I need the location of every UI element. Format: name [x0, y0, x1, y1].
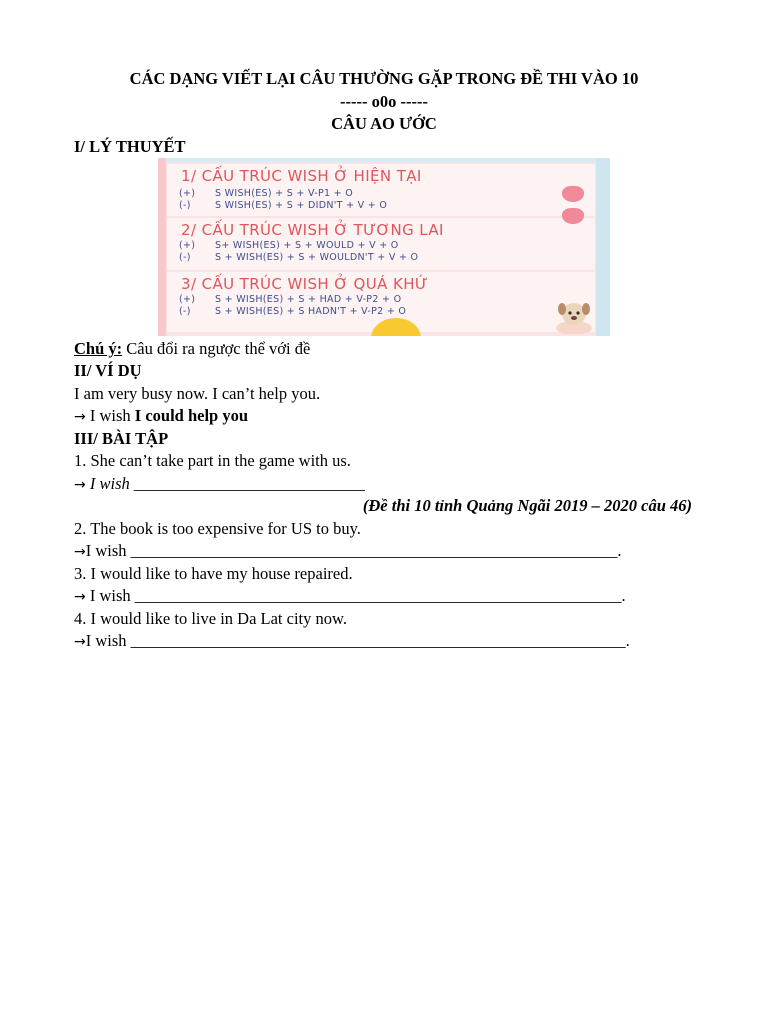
exercise-question: 3. I would like to have my house repaired.: [74, 564, 353, 583]
answer-end: .: [617, 541, 622, 560]
infographic-top-stripe: [158, 158, 610, 162]
document-title: CÁC DẠNG VIẾT LẠI CÂU THƯỜNG GẶP TRONG ĐỀ THI VÀO 10: [129, 69, 639, 88]
example-sentence: I am very busy now. I can’t help you.: [74, 384, 321, 403]
wish-past-negative: [179, 306, 406, 317]
wish-past-title: 3/ CẤU TRÚC WISH Ở QUÁ KHỨ: [181, 275, 429, 293]
negative-sign: (-): [179, 306, 191, 317]
theory-heading: I/ LÝ THUYẾT: [74, 137, 186, 156]
answer-text: I could help you: [134, 406, 249, 425]
answer-blank[interactable]: ____________________________: [129, 474, 365, 493]
arrow-icon: →: [74, 477, 86, 493]
exercise-heading: III/ BÀI TẬP: [74, 429, 169, 448]
answer-prompt: I wish: [85, 474, 130, 493]
infographic-right-stripe: [596, 158, 610, 336]
arrow-icon: →: [74, 589, 86, 605]
answer-prefix: I wish: [85, 406, 135, 425]
arrow-icon: →: [74, 409, 86, 425]
exercise-question: 2. The book is too expensive for US to buy.: [74, 519, 361, 538]
exercise-answer-line: [74, 541, 622, 562]
section-subtitle: CÂU AO ƯỚC: [331, 114, 437, 133]
answer-blank[interactable]: ___________________________________________________________: [130, 586, 622, 605]
exercise-question: 4. I would like to live in Da Lat city now.: [74, 609, 347, 628]
note-text: Câu đổi ra ngược thể với đề: [122, 339, 311, 358]
exercise-answer-line: [74, 474, 365, 495]
negative-sign: (-): [179, 252, 191, 263]
wish-present-card: [167, 164, 595, 216]
exercise-answer-line: [74, 586, 626, 607]
formula: S WISH(ES) + S + V-P1 + O: [215, 188, 354, 199]
wish-future-title: 2/ CẤU TRÚC WISH Ở TƯƠNG LAI: [181, 221, 444, 239]
wish-present-negative: [179, 200, 387, 211]
answer-blank[interactable]: ____________________________________________________________: [126, 631, 626, 650]
formula: S + WISH(ES) + S HADN'T + V-P2 + O: [215, 306, 407, 317]
negative-sign: (-): [179, 200, 191, 211]
positive-sign: (+): [179, 240, 196, 251]
note-line: [74, 339, 310, 359]
dog-icon: [552, 298, 596, 334]
answer-prompt: I wish: [85, 541, 127, 560]
exercise-question: 1. She can’t take part in the game with us.: [74, 451, 351, 470]
example-heading: II/ VÍ DỤ: [74, 361, 142, 380]
formula: S WISH(ES) + S + DIDN'T + V + O: [215, 200, 388, 211]
exercise-answer-line: [74, 631, 630, 652]
positive-sign: (+): [179, 294, 196, 305]
wish-present-title: 1/ CẤU TRÚC WISH Ở HIỆN TẠI: [181, 167, 422, 185]
formula: S+ WISH(ES) + S + WOULD + V + O: [215, 240, 399, 251]
formula: S + WISH(ES) + S + WOULDN'T + V + O: [215, 252, 419, 263]
wish-structure-infographic: [158, 158, 610, 336]
answer-prompt: I wish: [85, 586, 131, 605]
wish-future-negative: [179, 252, 418, 263]
arrow-icon: →: [74, 544, 86, 560]
answer-blank[interactable]: ___________________________________________________________: [126, 541, 618, 560]
example-answer: [74, 406, 248, 427]
positive-sign: (+): [179, 188, 196, 199]
formula: S + WISH(ES) + S + HAD + V-P2 + O: [215, 294, 402, 305]
note-label: Chú ý:: [74, 339, 123, 358]
wish-present-positive: [179, 188, 353, 199]
strawberry-icon: [562, 208, 584, 224]
exercise-source: (Đề thi 10 tỉnh Quảng Ngãi 2019 – 2020 câu 46): [362, 496, 692, 515]
wish-future-card: [167, 218, 595, 270]
title-separator: ----- o0o -----: [340, 92, 428, 111]
infographic-left-stripe: [158, 158, 166, 336]
wish-future-positive: [179, 240, 399, 251]
arrow-icon: →: [74, 634, 86, 650]
answer-end: .: [621, 586, 626, 605]
answer-prompt: I wish: [85, 631, 127, 650]
strawberry-icon: [562, 186, 584, 202]
answer-end: .: [625, 631, 630, 650]
wish-past-positive: [179, 294, 401, 305]
